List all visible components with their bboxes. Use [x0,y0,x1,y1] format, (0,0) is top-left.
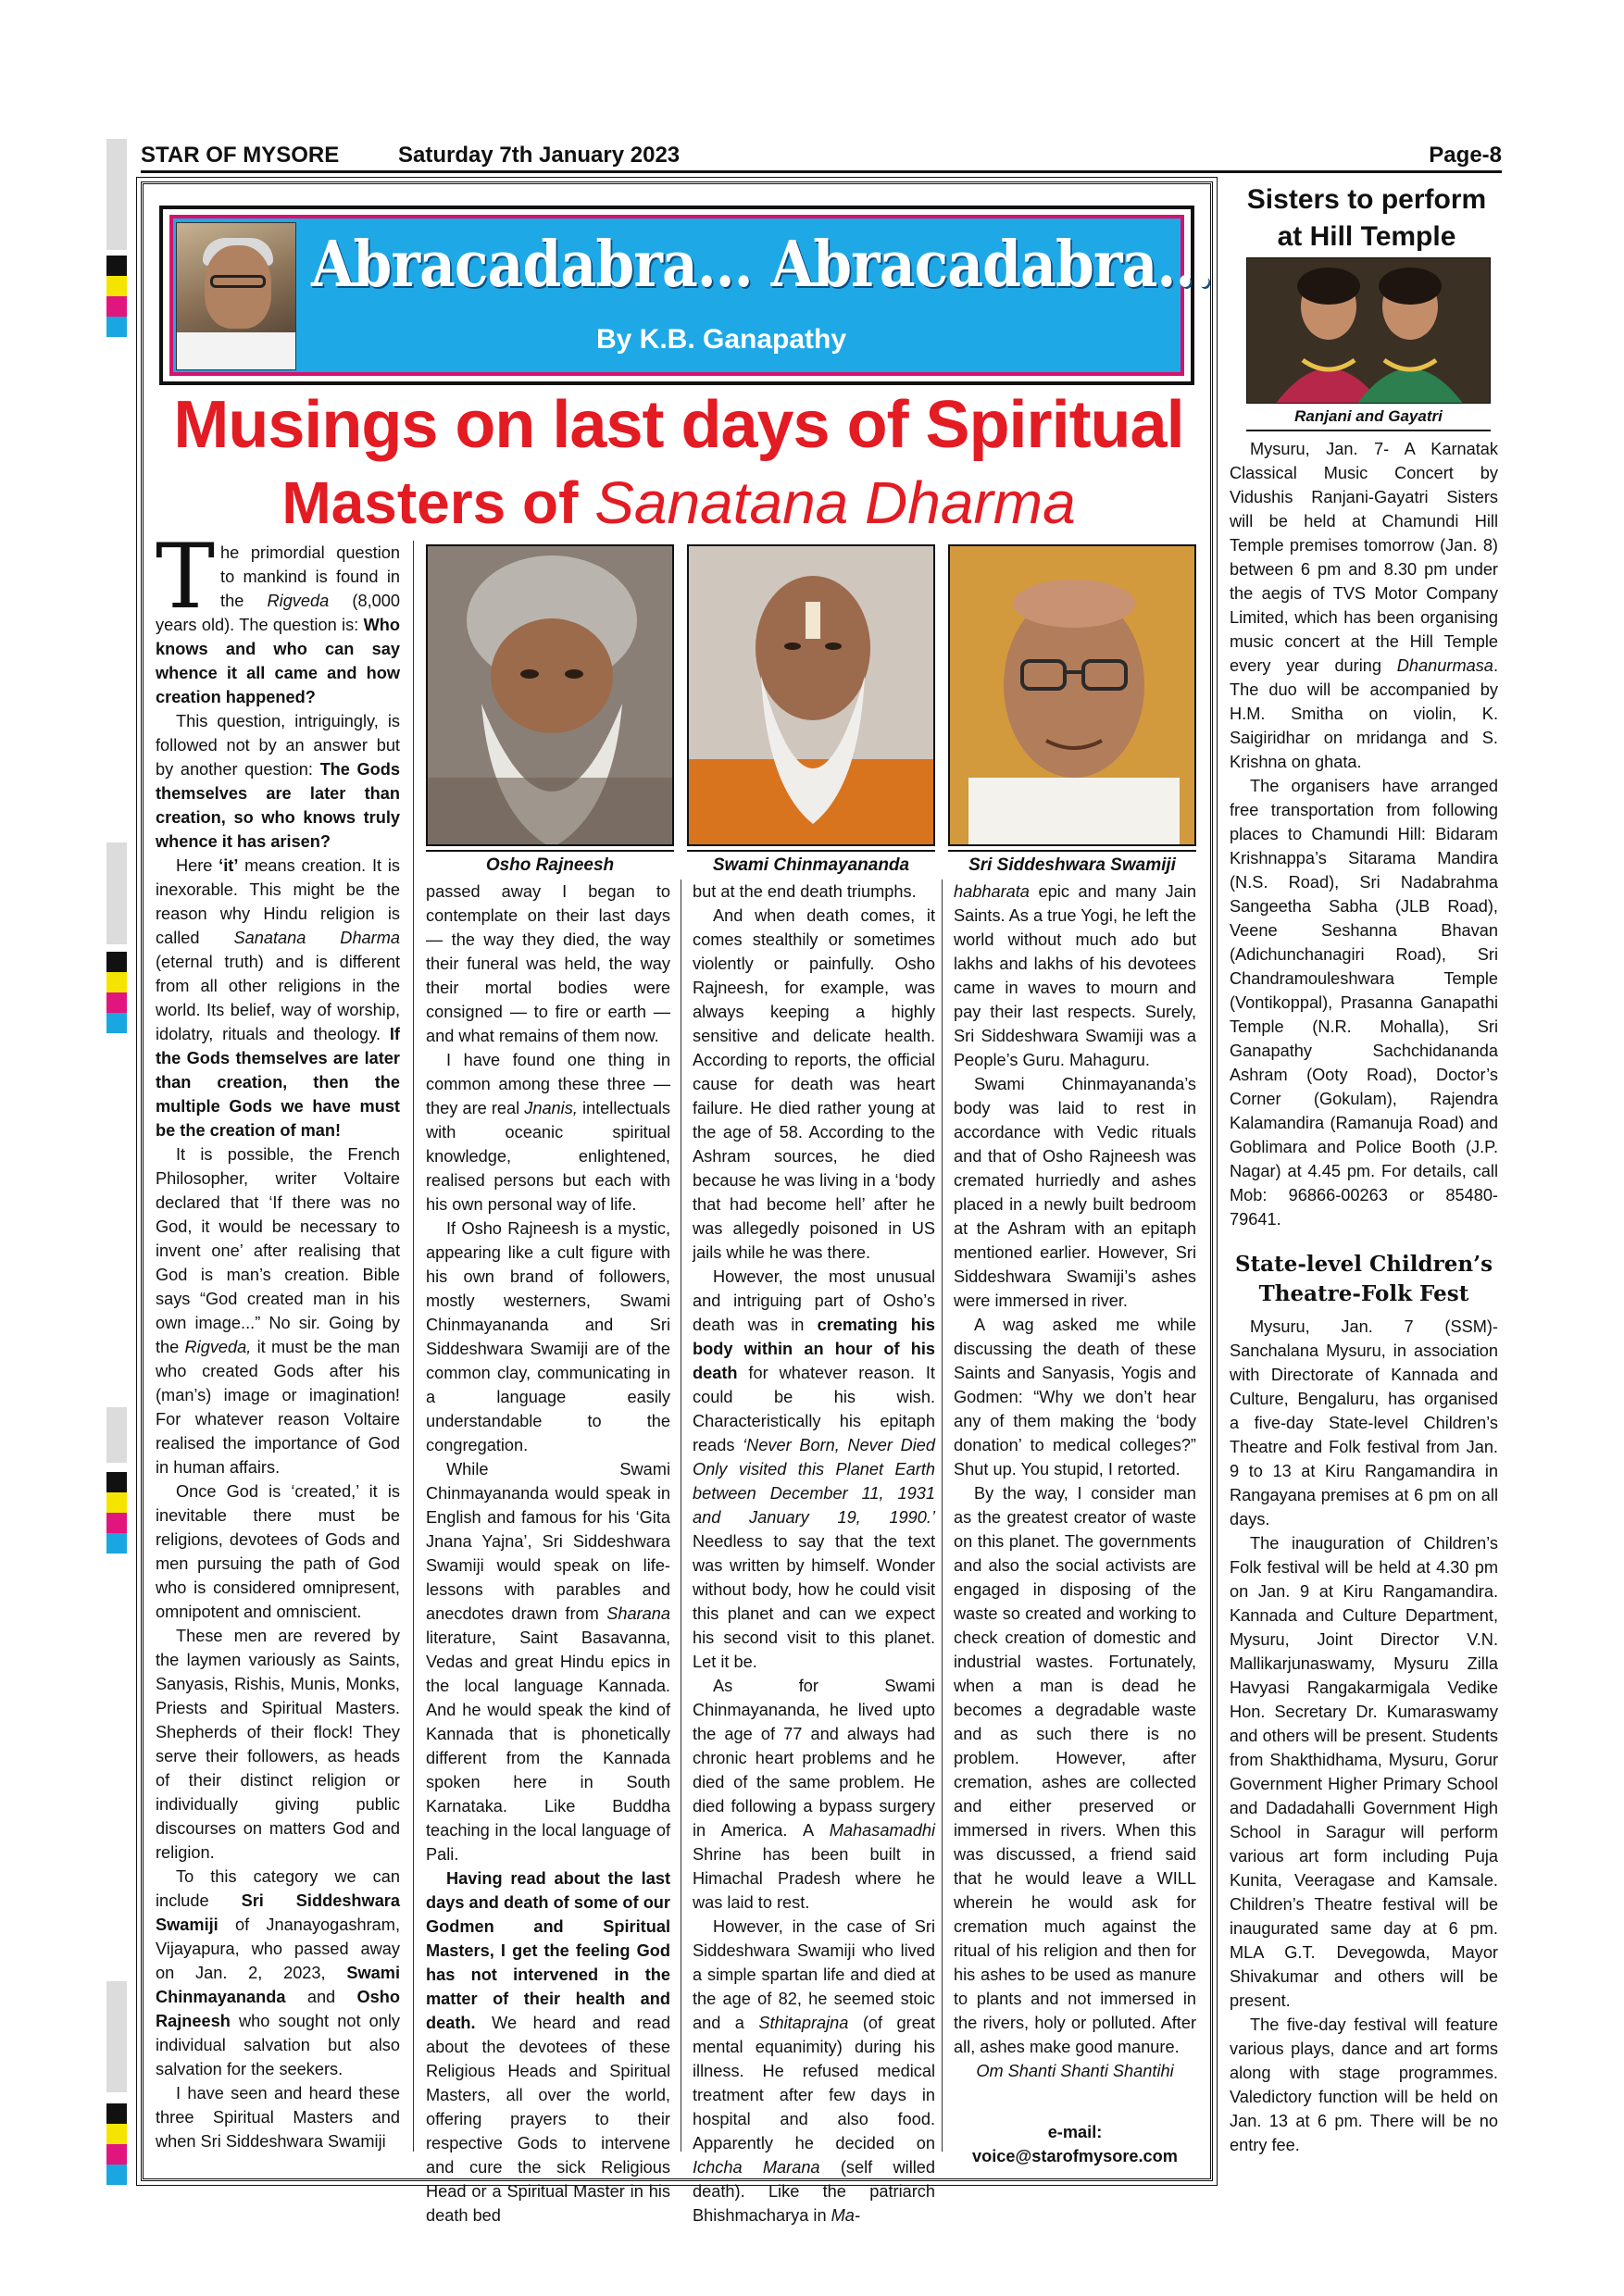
registration-gray-bar [106,139,127,250]
paragraph: These men are revered by the laymen variously as Saints, Sanyasis, Rishis, Munis, Monks, Priests and Spiritual Masters. Shepherds of their flock! They serve their followers, as heads of their distinct religion or individually giving public discourses on matters God and religion. [156,1627,400,1862]
registration-mark [106,952,127,1033]
photo-sri-siddeshwara-swamiji [948,544,1196,846]
headline-line-2: Masters of Sanatana Dharma [281,469,1076,536]
paragraph: Swami Chinmayananda’s body was laid to rest in accordance with Vedic rituals and that of Osho Rajneesh was cremated hurriedly and ashes placed in a newly built bedroom at the Ashram with an epitaph mentioned earlier. However, Sri Siddeshwara Swamiji’s ashes were immersed in river. [954,1075,1196,1310]
sidebar-headline-2: State-level Children’s Theatre-Folk Fest [1234,1252,1493,1306]
masthead [141,139,1502,170]
registration-mark [106,256,127,337]
paragraph: Here ‘it’ means creation. It is inexorable. This might be the reason why Hindu religion is called Sanatana Dharma (eternal truth) and is different from all other religions in the world. Its belief, way of worship, idolatry, rituals and theology. If the Gods themselves are later than creation, then the multiple Gods we have must be the creation of man! [156,856,400,1140]
column-title: Abracadabra... Abracadabra... [311,228,1213,302]
column-rule [413,541,414,2152]
registration-mark [106,1472,127,1554]
column-rule [942,880,943,2152]
paragraph: passed away I began to contemplate on their last days — the way they died, the way their funeral was held, the way their mortal bodies were consigned — to fire or earth — and what remains of them now. [426,882,670,1045]
photo-caption-chinmayananda: Swami Chinmayananda [687,850,935,876]
page-number: Page-8 [1429,143,1502,168]
registration-gray-bar [106,1981,127,2092]
photo-ranjani-gayatri [1246,257,1491,404]
paragraph: The primordial question to mankind is found in the Rigveda (8,000 years old). The question is: Who knows and who can say whence it all came and how creation happened? [156,525,401,706]
paragraph: The five-day festival will feature various plays, dance and art forms along with stage programmes. Valedictory function will be held on Jan. 13 at 6 pm. There will be no entry fee. [1230,2015,1498,2154]
paragraph: And when death comes, it comes stealthily or sometimes violently or painfully. Osho Rajneesh, for example, was always keeping a highly sensitive and delicate health. According to reports, the official cause for death was heart failure. He died rather young at the age of 58. According to the Ashram sources, he died because he was living in a ‘body that had become hell’ after he was allegedly poisoned in US jails while he was there. [693,906,935,1262]
paragraph: Mysuru, Jan. 7- A Karnatak Classical Music Concert by Vidushis Ranjani-Gayatri Sisters will be held at Chamundi Hill Temple premises tomorrow (Jan. 8) between 6 pm and 8.30 pm under the aegis of TVS Motor Company Limited, which has been organising music concert at the Hill Temple every year during Dhanurmasa. The duo will be accompanied by H.M. Smitha on violin, K. Saigiridhar on mridanga and S. Krishna on ghata. [1230,440,1498,771]
paragraph: I have found one thing in common among these three — they are real Jnanis, intellectuals with oceanic spiritual knowledge, enlightened, realised persons but each with his own personal way of life. [426,1051,670,1214]
paragraph: To this category we can include Sri Siddeshwara Swamiji of Jnanayogashram, Vijayapura, who passed away on Jan. 2, 2023, Swami Chinmayananda and Osho Rajneesh who sought not only individual salvation but also salvation for the seekers. [156,1867,400,2078]
paragraph: By the way, I consider man as the greatest creator of waste on this planet. The governments and also the social activists are engaged in disposing of the waste so created and working to check creation of domestic and industrial wastes. Fortunately, when a man is dead he becomes a degradable waste and as such there is no problem. However, after cremation, ashes are collected and either preserved or immersed in rivers. When this was discussed, a friend said that he would leave a WILL wherein he would ask for cremation much against the ritual of his religion and then for his ashes to be used as manure to plants and not immersed in the rivers, holy or polluted. After all, ashes make good manure. [954,1484,1196,2056]
issue-date: Saturday 7th January 2023 [398,143,681,168]
registration-gray-bar [106,842,127,944]
photo-caption-osho: Osho Rajneesh [426,850,674,876]
drop-cap: T [156,525,216,629]
email-link[interactable]: voice@starofmysore.com [972,2147,1178,2165]
article-column-2 [426,880,670,2227]
author-photo [176,222,296,370]
paragraph: If Osho Rajneesh is a mystic, appearing like a cult figure with his own brand of followers, mostly westerners, Swami Chinmayananda and Sri Siddeshwara Swamiji are of the common clay, communicating in a language easily understandable to the congregation. [426,1219,670,1454]
paragraph: However, the most unusual and intriguing part of Osho’s death was in cremating his body within an hour of his death for whatever reason. It could be his wish. Characteristically his epitaph reads ‘Never Born, Never Died Only visited this Planet Earth between December 11, 1931 and January 19, 1990.’ Needless to say that the text was written by himself. Wonder without body, how he could visit this planet and can we expect his second visit to this planet. Let it be. [693,1267,935,1671]
article-column-3 [693,880,935,2227]
paragraph: This question, intriguingly, is followed not by an answer but by another question: The Gods themselves are later than creation, so who knows truly whence it has arisen? [156,712,400,851]
paragraph: However, in the case of Sri Siddeshwara Swamiji who lived a simple spartan life and died at the age of 82, he seemed stoic and a Sthitaprajna (of great mental equanimity) during his illness. He refused medical treatment after few days in hospital and also food. Apparently he decided on Ichcha Marana (self willed death). Like the patriarch Bhishmacharya in Ma- [693,1917,936,2225]
photo-osho-rajneesh [426,544,674,846]
sidebar-story-2-text [1230,1315,1498,2157]
article-column-4 [954,880,1196,2168]
paragraph: While Swami Chinmayananda would speak in English and famous for his ‘Gita Jnana Yajna’, Sri Siddeshwara Swamiji would speak on life-lessons with parables and anecdotes drawn from Sharana literature, Saint Basavanna, Vedas and great Hindu epics in the local language Kannada. And he would speak the kind of Kannada that is phonetically different from the Kannada spoken here in South Karnataka. Like Buddha teaching in the local language of Pali. [426,1460,670,1864]
sidebar-story-1-text [1230,437,1498,1231]
paragraph: As for Swami Chinmayananda, he lived upto the age of 77 and always had chronic heart problems and he died of the same problem. He died following a bypass surgery in America. A Mahasamadhi Shrine has been built in Himachal Pradesh where he was laid to rest. [693,1677,935,1912]
paragraph: It is possible, the French Philosopher, writer Voltaire declared that ‘If there was no God, it would be necessary to invent one’ after realising that God is man’s creation. Bible says “God created man in his own image...” No sir. Going by the Rigveda, it must be the man who created Gods after his (man’s) image or imagination! For whatever reason Voltaire realised the importance of God in human affairs. [156,1145,400,1477]
masthead-rule [141,170,1502,173]
paragraph: The inauguration of Children’s Folk festival will be held at 4.30 pm on Jan. 9 at Kiru Rangamandira. Kannada and Culture Department, Mysuru, Joint Director V.N. Mallikarjunaswamy, Mysuru Zilla Havyasi Rangakarmigala Vedike Hon. Secretary Dr. Kumaraswamy and others will be present. Students from Shakthidhama, Mysuru, Gorur Government Higher Primary School and Dadadahalli Government High School in Saragur will perform various art form including Puja Kunita, Veeragase and Kamsale. Children’s Theatre festival will be inaugurated same day at 6 pm. MLA G.T. Devegowda, Mayor Shivakumar and others will be present. [1230,1534,1498,2010]
paragraph: A wag asked me while discussing the death of these Saints and Sanyasis, Yogis and Godmen: “Why we don’t hear any of them making the ‘body donation’ to medical colleges?” Shut up. You stupid, I retorted. [954,1316,1196,1479]
signoff: Om Shanti Shanti Shantihi [976,2062,1174,2080]
byline: By K.B. Ganapathy [596,324,847,355]
paragraph: I have seen and heard these three Spiritual Masters and when Sri Siddeshwara Swamiji [156,2084,400,2151]
paragraph: habharata epic and many Jain Saints. As a true Yogi, he left the world without much ado but lakhs and lakhs of his devotees came in waves to mourn and pay their last respects. Surely, Sri Siddeshwara Swamiji was a People’s Guru. Mahaguru. [954,882,1196,1069]
article-column-1 [156,525,401,2153]
paragraph: but at the end death triumphs. [693,882,917,901]
paragraph: Mysuru, Jan. 7 (SSM)- Sanchalana Mysuru, in association with Directorate of Kannada and Culture, Bengaluru, has organised a five-day State-level Children’s Theatre and Folk festival from Jan. 9 to 13 at Kiru Rangamandira in Rangayana premises at 6 pm on all days. [1230,1317,1498,1529]
paragraph: Having read about the last days and death of some of our Godmen and Spiritual Masters, I get the feeling God has not intervened in the matter of their health and death. We heard and read about the devotees of these Religious Heads and Spiritual Masters, all over the world, offering prayers to their respective Gods to intervene and cure the sick Religious Head or a Spiritual Master in his death bed [426,1869,670,2225]
registration-mark [106,2103,127,2185]
registration-gray-bar [106,1407,127,1463]
email-label: e-mail: [1047,2123,1103,2141]
paragraph: The organisers have arranged free transportation from following places to Chamundi Hill: Bidaram Krishnappa’s Sitarama Mandira (N.S. Road), Sri Nadabrahma Sangeetha Sabha (JLB Road), Veene Seshanna Bhavan (Adichunchanagiri Road), Sri Chandramouleshwara Temple (Vontikoppal), Prasanna Ganapathi Temple (N.R. Mohalla), Sri Ganapathy Sachchidananda Ashram (Ooty Road), Doctor’s Corner (Gokulam), Rajendra Kalamandira (Ramanuja Road) and Goblimara and Police Booth (J.P. Nagar) at 4.45 pm. For details, call Mob: 96866-00263 or 85480-79641. [1230,777,1498,1229]
photo-caption-siddeshwara: Sri Siddeshwara Swamiji [948,850,1196,876]
headline-line-1: Musings on last days of Spiritual [173,388,1184,462]
sidebar-headline-1: Sisters to perform at Hill Temple [1246,184,1487,252]
paper-name: STAR OF MYSORE [141,143,340,168]
paragraph: Once God is ‘created,’ it is inevitable there must be religions, devotees of Gods and men pursuing the path of God who is considered omnipresent, omnipotent and omniscient. [156,1482,400,1621]
photo-swami-chinmayananda [687,544,935,846]
photo-caption-ranjani-gayatri: Ranjani and Gayatri [1246,407,1491,431]
